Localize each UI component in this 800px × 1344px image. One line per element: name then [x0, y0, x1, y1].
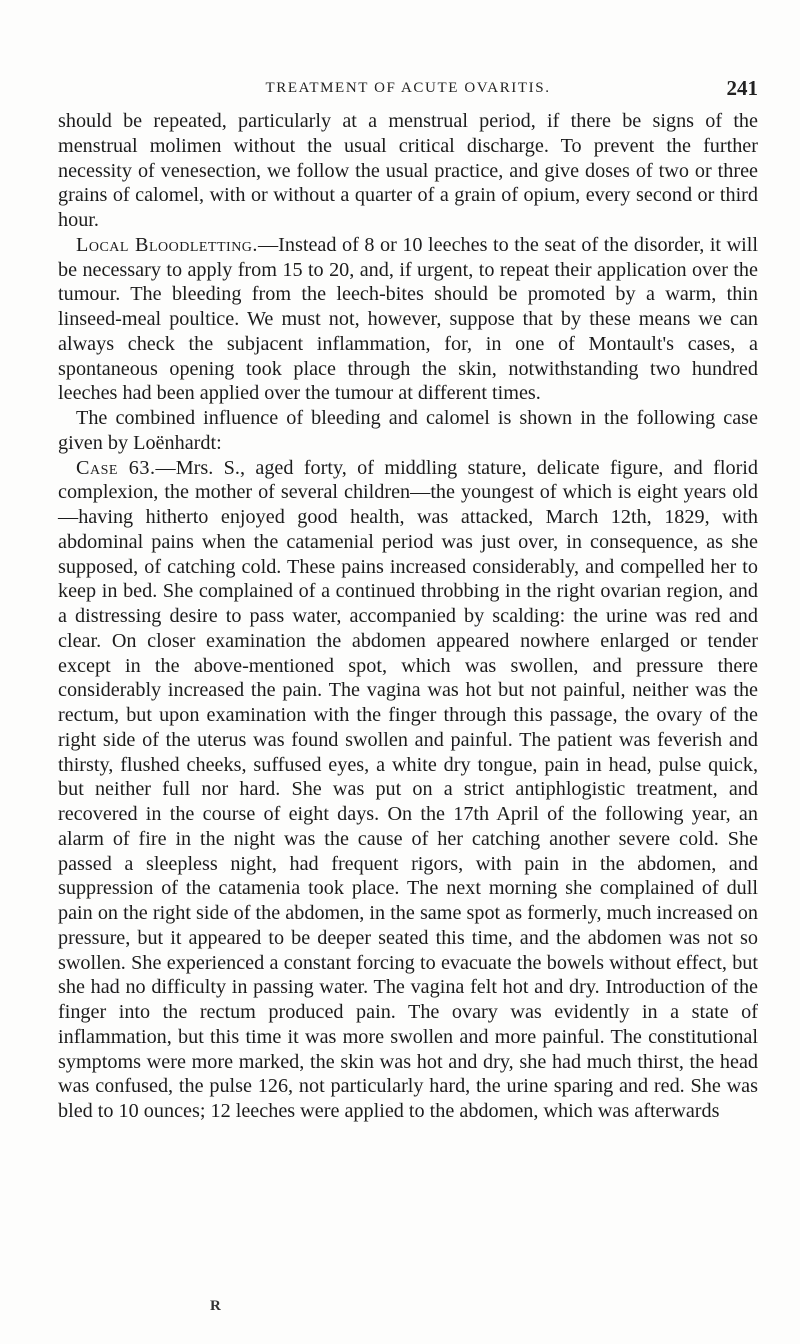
- section-heading-local-bloodletting: Local Bloodletting.: [76, 233, 258, 256]
- paragraph-case-63: [58, 456, 758, 1124]
- page-number: 241: [726, 76, 758, 100]
- paragraph-local-bloodletting: [58, 233, 758, 406]
- case-heading: Case 63.: [76, 456, 156, 479]
- signature-mark: R: [210, 1298, 221, 1314]
- paragraph-3: The combined influence of bleeding and calomel is shown in the following case given by Loënhardt:: [58, 407, 758, 454]
- paragraph-4-text: —Mrs. S., aged forty, of middling stature, delicate figure, and florid complexion, the mother of several children—the youngest of which is eight years old—having hitherto enjoyed good health, was attacked, March 12th, 1829, with abdominal pains when the catamenial period was just over, in consequence, as she supposed, of catching cold. These pains increased considerably, and compelled her to keep in bed. She complained of a continued throbbing in the right ovarian region, and a distressing desire to pass water, accompanied by scalding: the urine was red and clear. On closer examination the abdomen appeared nowhere enlarged or tender except in the above-mentioned spot, which was swollen, and pressure there considerably increased the pain. The vagina was hot but not painful, neither was the rectum, but upon examination with the finger through this passage, the ovary of the right side of the uterus was found swollen and painful. The patient was feverish and thirsty, flushed cheeks, suffused eyes, a white dry tongue, pain in head, pulse quick, but neither full nor hard. She was put on a strict antiphlogistic treatment, and recovered in the course of eight days. On the 17th April of the following year, an alarm of fire in the night was the cause of her catching another severe cold. She passed a sleepless night, had frequent rigors, with pain in the abdomen, and suppression of the catamenia took place. The next morning she complained of dull pain on the right side of the abdomen, in the same spot as formerly, much increased on pressure, but it appeared to be deeper seated this time, and the abdomen was not so swollen. She experienced a constant forcing to evacuate the bowels without effect, but she had no difficulty in passing water. The vagina felt hot and dry. Introduction of the finger into the rectum produced pain. The ovary was evidently in a state of inflammation, but this time it was more swollen and more painful. The constitutional symptoms were more marked, the skin was hot and dry, she had much thirst, the head was confused, the pulse 126, not particularly hard, the urine sparing and red. She was bled to 10 ounces; 12 leeches were applied to the abdomen, which was afterwards: [58, 456, 758, 1122]
- running-head: [58, 76, 758, 104]
- running-title: TREATMENT OF ACUTE OVARITIS.: [265, 80, 551, 96]
- paragraph-2-text: —Instead of 8 or 10 leeches to the seat of the disorder, it will be necessary to apply from 15 to 20, and, if urgent, to repeat their application over the tumour. The bleeding from the leech-bites should be promoted by a warm, thin linseed-meal poultice. We must not, however, suppose that by these means we can always check the subjacent inflammation, for, in one of Montault's cases, a spontaneous opening took place through the skin, notwithstanding two hundred leeches had been applied over the tumour at different times.: [58, 233, 758, 405]
- paragraph-1: should be repeated, particularly at a menstrual period, if there be signs of the menstrual molimen without the usual critical discharge. To prevent the further necessity of venesection, we follow the usual practice, and give doses of two or three grains of calomel, with or without a quarter of a grain of opium, every second or third hour.: [58, 110, 758, 231]
- body-text: [58, 109, 758, 1124]
